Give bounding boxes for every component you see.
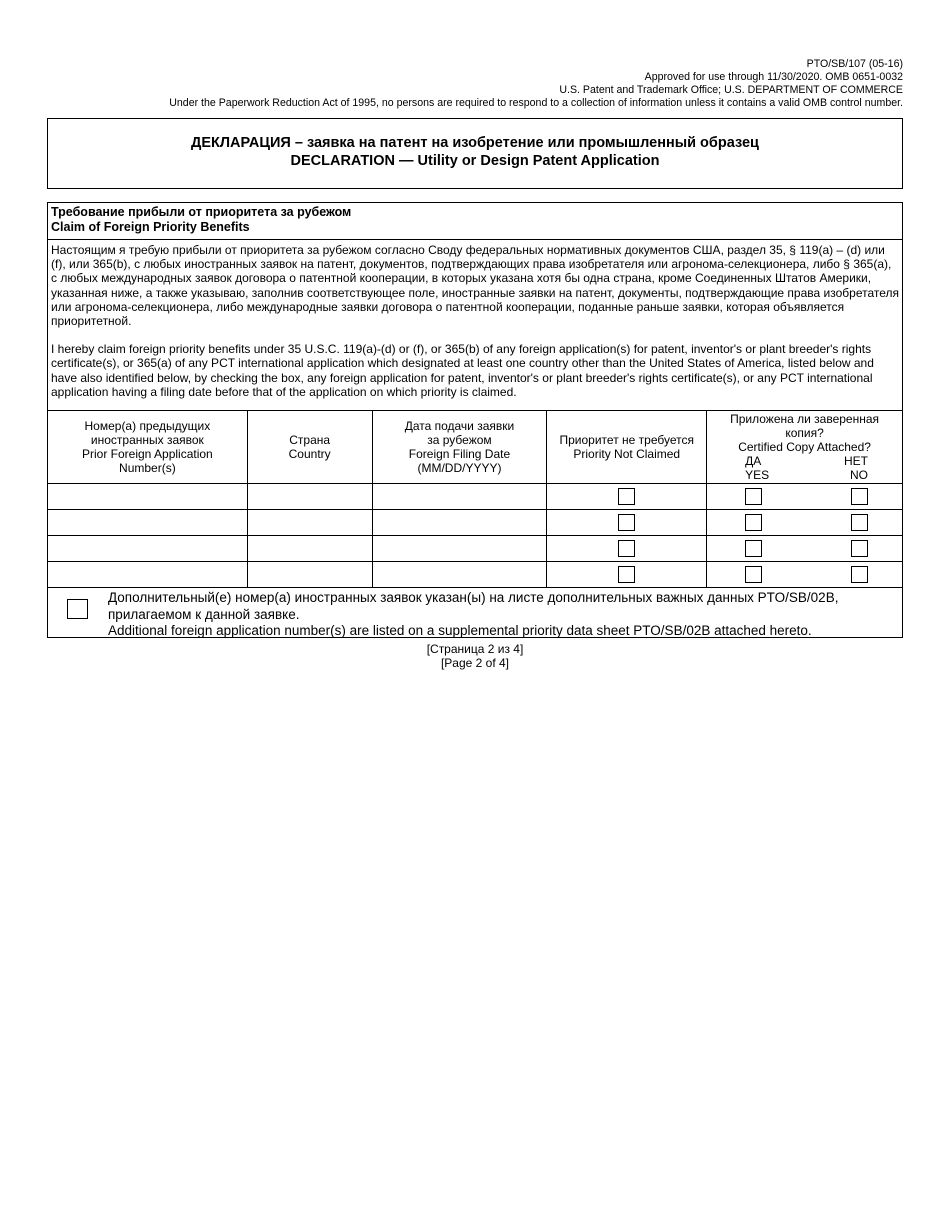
yes-en: YES [745,468,770,482]
certified-yes-checkbox[interactable] [745,514,762,531]
country-field[interactable] [247,484,372,510]
paperwork-notice: Under the Paperwork Reduction Act of 1995, no persons are required to respond to a collection of information unless it contains a valid OMB control number. [169,97,903,109]
form-number: PTO/SB/107 (05-16) [806,58,903,70]
foreign-priority-section [47,202,903,638]
country-field[interactable] [247,510,372,536]
page-footer [0,643,950,670]
filing-date-field[interactable] [372,510,547,536]
office-line: U.S. Patent and Trademark Office; U.S. DEPARTMENT OF COMMERCE [559,84,903,96]
title-ru: ДЕКЛАРАЦИЯ – заявка на патент на изобретение или промышленный образец [191,135,759,151]
country-field[interactable] [247,562,372,588]
country-field[interactable] [247,536,372,562]
certified-yes-checkbox[interactable] [745,566,762,583]
priority-not-claimed-checkbox[interactable] [618,566,635,583]
table-row [48,510,903,536]
priority-not-claimed-checkbox[interactable] [618,488,635,505]
additional-applications-row [48,590,902,638]
certified-no-checkbox[interactable] [851,540,868,557]
title-en: DECLARATION — Utility or Design Patent Application [290,153,660,169]
col-application-number: Номер(а) предыдущих иностранных заявок Prior Foreign Application Number(s) [48,411,248,484]
priority-not-claimed-checkbox[interactable] [618,514,635,531]
additional-applications-text [108,590,888,640]
claim-text-en: I hereby claim foreign priority benefits under 35 U.S.C. 119(a)-(d) or (f), or 365(b) of any foreign application(s) for patent, inventor's or plant breeder's rights certificate(s), or 365(a) of any PCT international application which designated at least one country other than the United States of America, listed below and have also identified below, by checking the box, any foreign application for patent, inventor's or plant breeder's rights certificate(s), or any PCT international application having a filing date before that of the application on which priority is claimed. [51,342,874,399]
approval-line: Approved for use through 11/30/2020. OMB 0651-0032 [644,71,903,83]
section-title-ru: Требование прибыли от приоритета за рубежом [51,205,352,219]
filing-date-field[interactable] [372,536,547,562]
claim-text-ru: Настоящим я требую прибыли от приоритета за рубежом согласно Своду федеральных нормативных документов США, раздел 35, § 119(a) – (d) или (f), или 365(b), с любых иностранных заявок на патент, документов, подтверждающих права изобретателя или агронома-селекционера, либо § 365(a), с любых международных заявок договора о патентной кооперации, в которых указана хотя бы одна страна, кроме Соединенных Штатов Америки, указанная ниже, а также указываю, заполнив соответствующее поле, иностранные заявки на патент, документы, подтверждающие права изобретателя или агронома-селекционера, либо международные заявки договора о патентной кооперации, поданные раньше заявки, которая объявляется приоритетной. [51,243,899,329]
certified-no-checkbox[interactable] [851,514,868,531]
page-number-en: [Page 2 of 4] [440,655,510,670]
table-row [48,484,903,510]
filing-date-field[interactable] [372,484,547,510]
application-number-field[interactable] [48,484,248,510]
yes-ru: ДА [745,454,762,468]
table-row [48,562,903,588]
section-title [48,203,902,240]
certified-yes-checkbox[interactable] [745,488,762,505]
section-body [48,240,902,410]
col-filing-date: Дата подачи заявки за рубежом Foreign Filing Date (MM/DD/YYYY) [372,411,547,484]
filing-date-field[interactable] [372,562,547,588]
application-number-field[interactable] [48,536,248,562]
certified-no-checkbox[interactable] [851,566,868,583]
col-country: Страна Country [247,411,372,484]
application-number-field[interactable] [48,562,248,588]
priority-not-claimed-checkbox[interactable] [618,540,635,557]
table-row [48,536,903,562]
col-priority-not-claimed: Приоритет не требуется Priority Not Claimed [547,411,707,484]
foreign-application-table [47,410,903,588]
no-en: NO [850,468,868,482]
declaration-title-box [47,118,903,189]
page-number-ru: [Страница 2 из 4] [426,642,524,656]
additional-applications-checkbox[interactable] [67,599,88,619]
section-title-en: Claim of Foreign Priority Benefits [51,220,250,234]
certified-no-checkbox[interactable] [851,488,868,505]
table-header-row [48,411,903,484]
form-header [169,58,903,110]
no-ru: НЕТ [844,454,868,468]
additional-text-en: Additional foreign application number(s) are listed on a supplemental priority data sheet PTO/SB/02B attached hereto. [108,623,812,638]
application-number-field[interactable] [48,510,248,536]
certified-yes-checkbox[interactable] [745,540,762,557]
additional-text-ru: Дополнительный(е) номер(а) иностранных заявок указан(ы) на листе дополнительных важных данных PTO/SB/02B, прилагаемом к данной заявке. [108,590,839,622]
col-certified-copy: Приложена ли заверенная копия? Certified Copy Attached? ДА НЕТ YES NO [707,411,903,484]
